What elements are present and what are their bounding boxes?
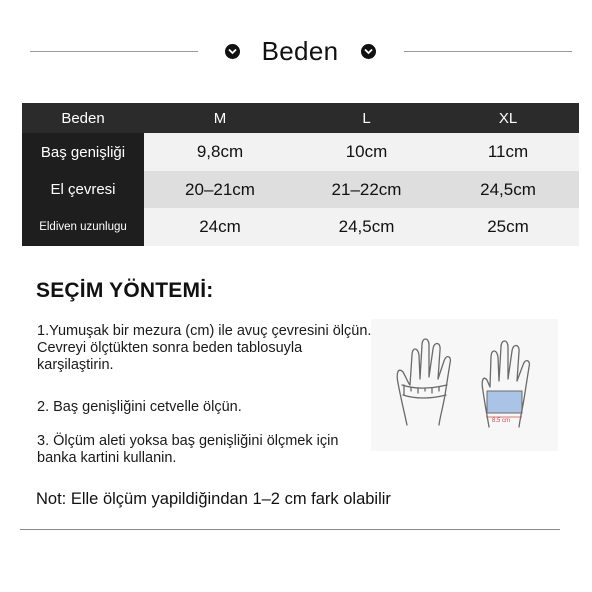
table-cell: 25cm [487, 217, 529, 236]
table-cell: 20–21cm [185, 179, 255, 199]
table-cell: 11cm [487, 142, 529, 161]
width-measure-label: 8.5 cm [492, 418, 511, 424]
table-row [22, 133, 579, 171]
table-cell: 21–22cm [331, 179, 402, 199]
table-cell: 10cm [345, 142, 388, 161]
chevron-down-icon [225, 44, 240, 59]
method-step: 2. Baş genişliğini cetvelle ölçün. [37, 399, 242, 415]
hand-circumference-icon [397, 339, 450, 425]
table-cell: 24cm [199, 217, 241, 236]
hand-width-icon [482, 341, 529, 427]
column-header: M [213, 109, 227, 127]
divider-right [404, 51, 572, 52]
row-label: El çevresi [22, 171, 144, 208]
table-header-row [22, 103, 579, 133]
section-title: Beden [261, 36, 339, 66]
section-header [0, 34, 592, 70]
table-cell: 24,5cm [480, 179, 536, 199]
divider-bottom [20, 529, 560, 530]
hand-measurement-illustration [371, 319, 558, 451]
measurement-note: Not: Elle ölçüm yapildiğindan 1–2 cm fark olabilir [36, 490, 391, 508]
row-label: Baş genişliği [22, 133, 144, 171]
column-header: Beden [61, 109, 105, 127]
table-row [22, 208, 579, 246]
table-row [22, 171, 579, 208]
method-step: 3. Ölçüm aleti yoksa baş genişliğini ölçmek için banka kartini kullanin. [37, 433, 339, 466]
chevron-down-icon [361, 44, 376, 59]
row-label: Eldiven uzunlugu [22, 208, 144, 246]
table-cell: 9,8cm [196, 142, 244, 161]
size-table [22, 103, 579, 246]
column-header: XL [498, 109, 518, 127]
table-cell: 24,5cm [338, 217, 395, 236]
method-step: 1.Yumuşak bir mezura (cm) ile avuç çevresini ölçün. Cevreyi ölçtükten sonra beden tablosuyla karşilaştirin. [37, 323, 372, 373]
method-title: SEÇİM YÖNTEMİ: [36, 279, 214, 302]
divider-left [30, 51, 198, 52]
column-header: L [362, 109, 371, 127]
